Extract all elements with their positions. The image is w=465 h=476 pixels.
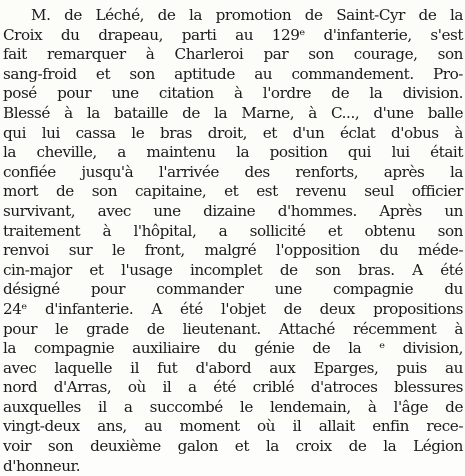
text-line: fait remarquer à Charleroi par son courage, son bbox=[3, 45, 463, 64]
article-paragraph bbox=[3, 6, 463, 476]
text-line: posé pour une citation à l'ordre de la division. bbox=[3, 84, 463, 103]
text-line: survivant, avec une dizaine d'hommes. Après un bbox=[3, 201, 463, 220]
text-line: confiée jusqu'à l'arrivée des renforts, après la bbox=[3, 162, 463, 181]
text-line: renvoi sur le front, malgré l'opposition du méde- bbox=[3, 241, 463, 260]
text-line: 24ᵉ d'infanterie. A été l'objet de deux propositions bbox=[3, 299, 463, 318]
text-line: M. de Léché, de la promotion de Saint-Cyr de la bbox=[31, 6, 463, 24]
text-line: auxquelles il a succombé le lendemain, à l'âge de bbox=[3, 397, 463, 416]
text-line: la compagnie auxiliaire du génie de la ᵉ division, bbox=[3, 339, 463, 358]
text-line: Blessé à la bataille de la Marne, à C..., d'une balle bbox=[3, 103, 463, 122]
text-line: pour le grade de lieutenant. Attaché récemment à bbox=[3, 319, 463, 338]
text-line: la cheville, a maintenu la position qui lui était bbox=[3, 143, 463, 162]
text-line: Croix du drapeau, parti au 129ᵉ d'infanterie, s'est bbox=[3, 25, 463, 44]
text-line: désigné pour commander une compagnie du bbox=[3, 280, 463, 299]
text-line: voir son deuxième galon et la croix de la Légion bbox=[3, 437, 463, 456]
text-line: qui lui cassa le bras droit, et d'un éclat d'obus à bbox=[3, 123, 463, 142]
text-line: mort de son capitaine, et est revenu seul officier bbox=[3, 182, 463, 201]
text-line: traitement à l'hôpital, a sollicité et obtenu son bbox=[3, 221, 463, 240]
text-line: cin-major et l'usage incomplet de son bras. A été bbox=[3, 260, 463, 279]
text-line: avec laquelle il fut d'abord aux Eparges, puis au bbox=[3, 358, 463, 377]
text-line: sang-froid et son aptitude au commandement. Pro- bbox=[3, 64, 463, 83]
text-line: nord d'Arras, où il a été criblé d'atroces blessures bbox=[3, 378, 463, 397]
text-line: d'honneur. bbox=[3, 456, 81, 475]
text-line: vingt-deux ans, au moment où il allait enfin rece- bbox=[3, 417, 463, 436]
